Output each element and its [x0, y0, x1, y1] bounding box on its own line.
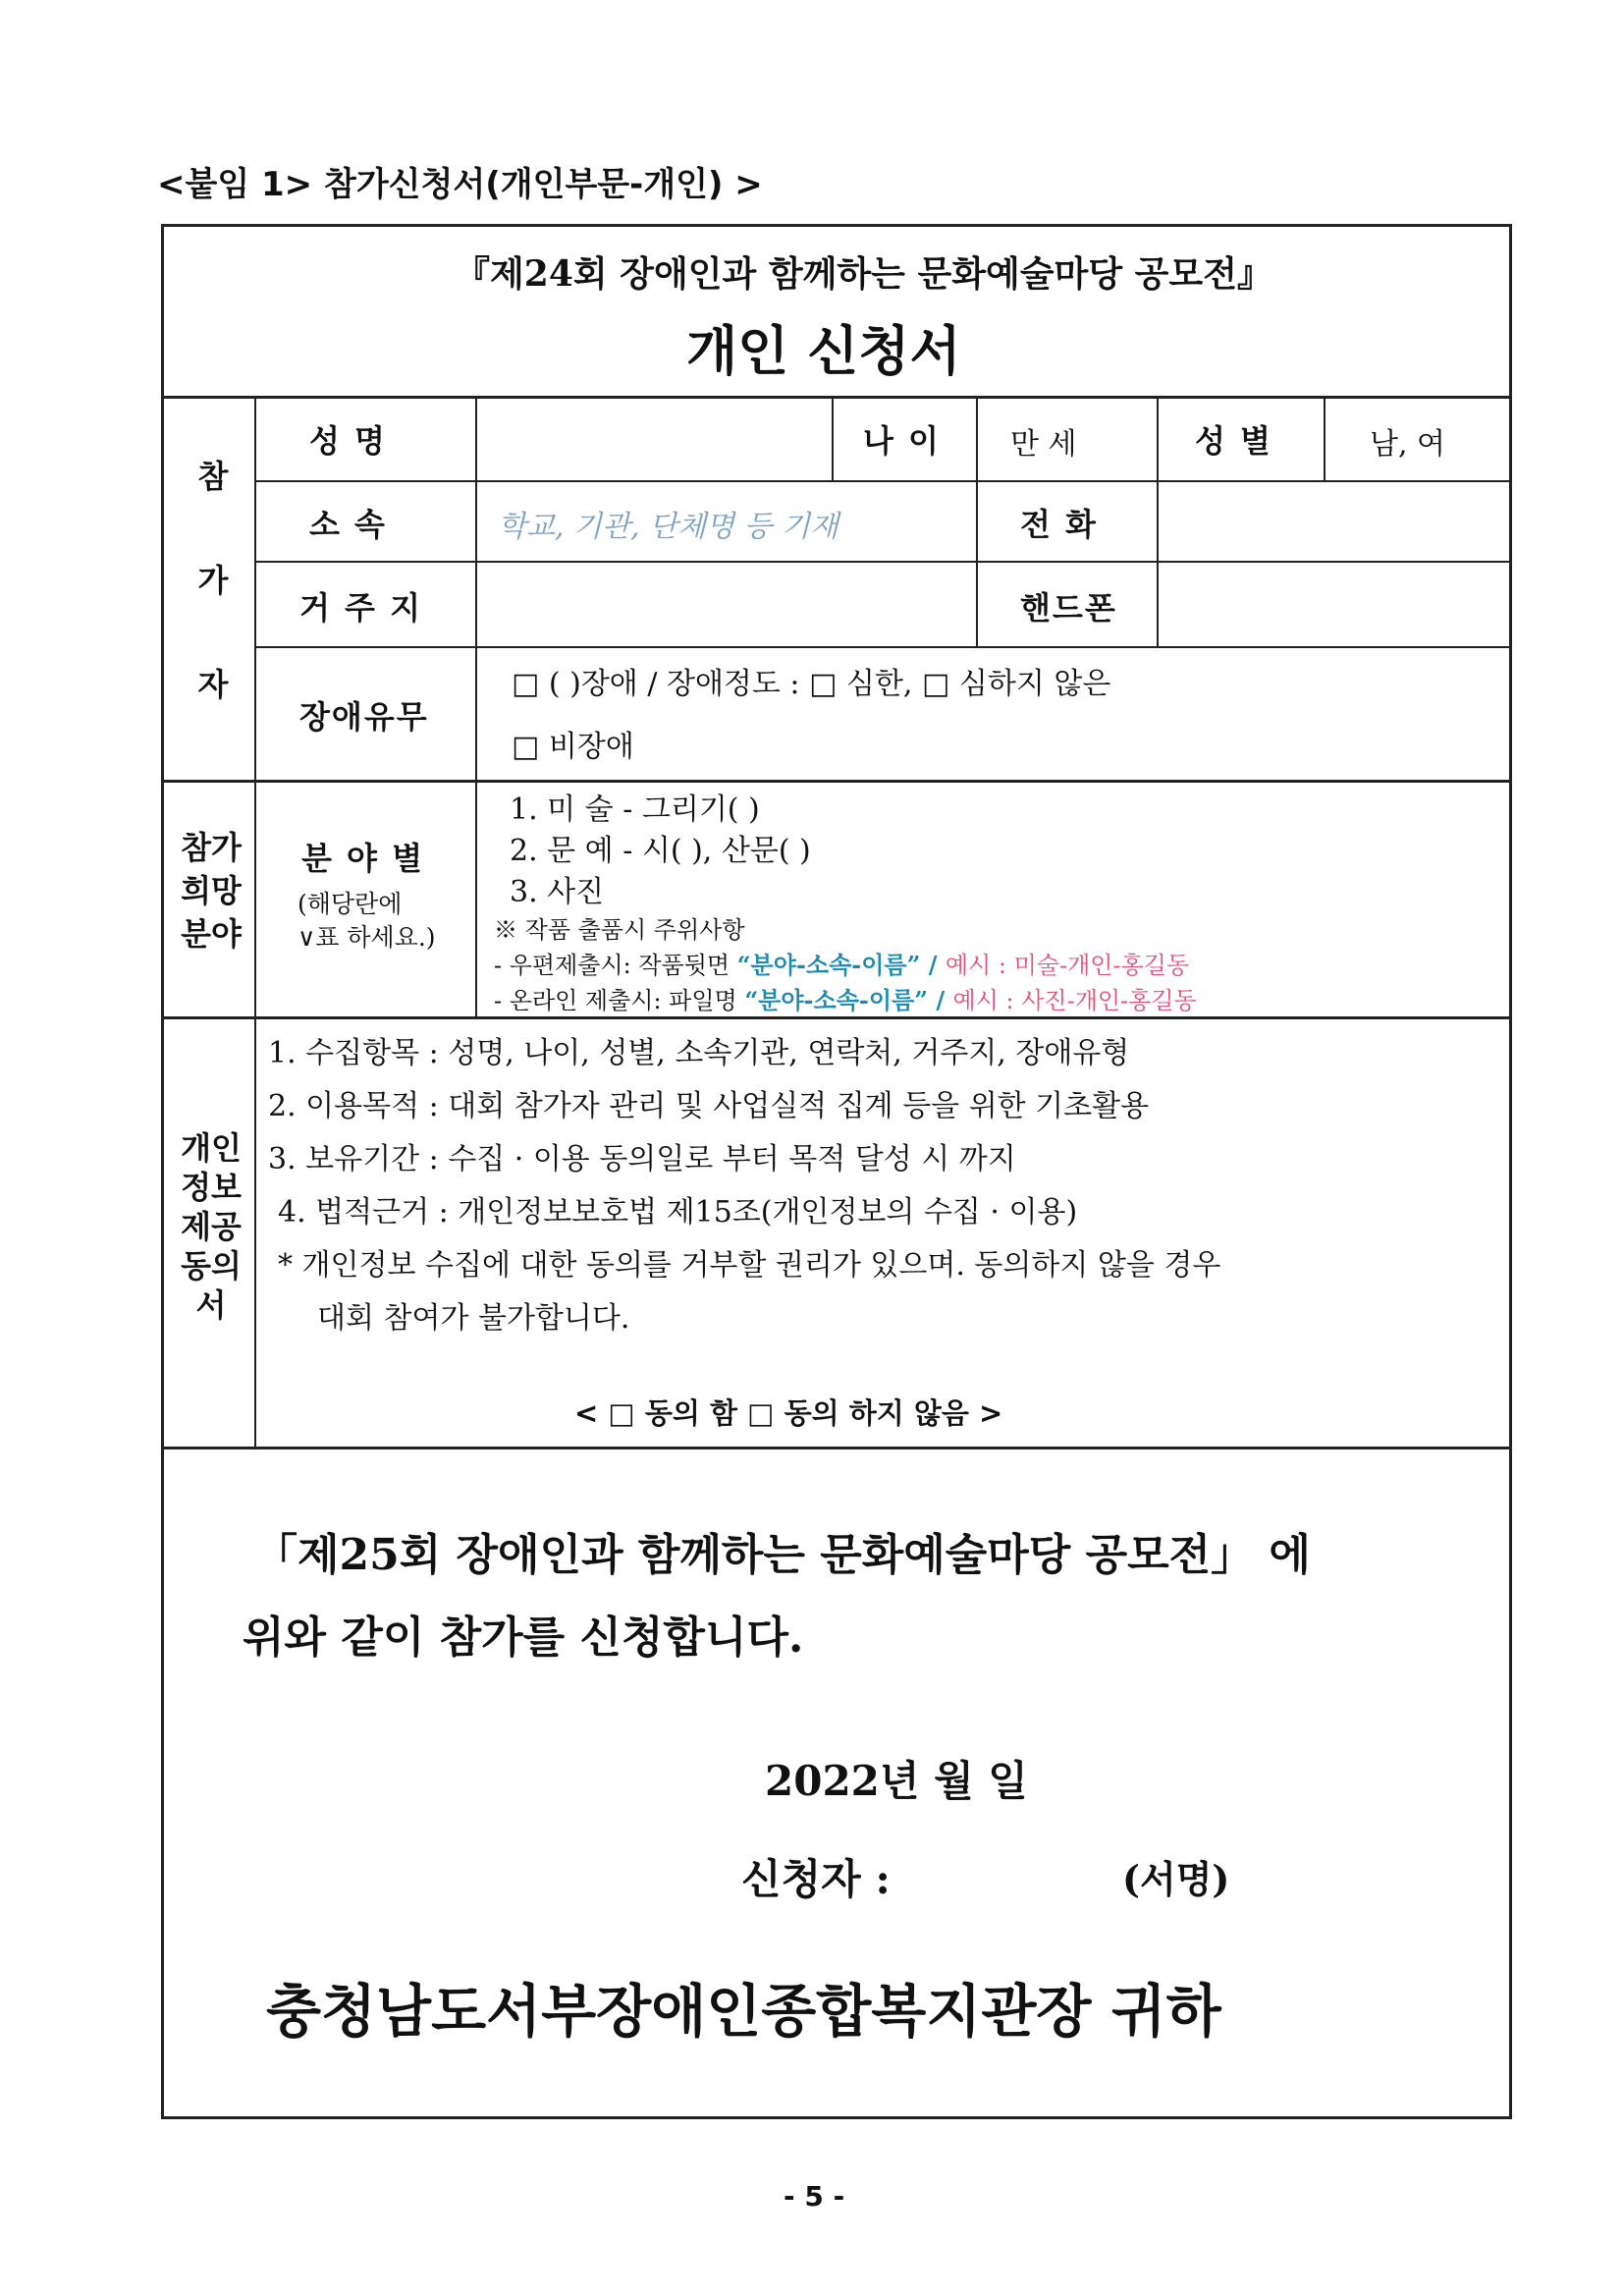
affiliation-placeholder[interactable]: 학교, 기관, 단체명 등 기재 — [498, 510, 839, 544]
applicant-label: 신청자 : — [741, 1855, 891, 1903]
mobile-label: 핸드폰 — [1020, 589, 1117, 627]
consent-line: 대회 참여가 불가합니다. — [317, 1301, 630, 1336]
field-option[interactable]: 2. 문 예 - 시( ), 산문( ) — [510, 834, 811, 868]
attachment-title: <붙임 1> 참가신청서(개인부문-개인) > — [157, 165, 763, 204]
disability-label: 장애유무 — [299, 698, 429, 736]
gender-value[interactable]: 남, 여 — [1370, 427, 1446, 462]
field-option[interactable]: 3. 사진 — [510, 875, 605, 909]
consent-line: 4. 법적근거 : 개인정보보호법 제15조(개인정보의 수집 · 이용) — [278, 1195, 1078, 1230]
address-label: 거 주 지 — [299, 589, 423, 627]
age-label: 나 이 — [863, 422, 941, 460]
contest-title: 『제24회 장애인과 함께하는 문화예술마당 공모전』 — [455, 253, 1272, 295]
pledge-line-1: 「제25회 장애인과 함께하는 문화예술마당 공모전」 에 — [254, 1530, 1311, 1580]
field-option[interactable]: 1. 미 술 - 그리기( ) — [510, 793, 760, 827]
pledge-line-2: 위와 같이 참가를 신청합니다. — [243, 1613, 804, 1663]
consent-line: 1. 수집항목 : 성명, 나이, 성별, 소속기관, 연락처, 거주지, 장애유형 — [268, 1036, 1130, 1070]
affiliation-label: 소 속 — [309, 506, 387, 543]
consent-line: * 개인정보 수집에 대한 동의를 거부할 권리가 있으며. 동의하지 않을 경우 — [278, 1248, 1221, 1283]
name-label: 성 명 — [309, 422, 387, 460]
signature-label[interactable]: (서명) — [1122, 1857, 1230, 1901]
notice-title: ※ 작품 출품시 주위사항 — [494, 916, 745, 944]
category-label: 분 야 별 — [301, 840, 425, 877]
consent-choice[interactable]: < □ 동의 함 □ 동의 하지 않음 > — [574, 1396, 1003, 1430]
category-hint-2: ∨표 하세요.) — [298, 923, 436, 952]
disability-line-2[interactable]: □ 비장애 — [512, 730, 634, 764]
category-hint-1: (해당란에 — [298, 890, 403, 918]
page-number: - 5 - — [784, 2180, 845, 2213]
field-section-label: 참가 희망 분야 — [181, 829, 242, 953]
gender-label: 성 별 — [1195, 422, 1272, 460]
form-title: 개인 신청서 — [686, 320, 961, 382]
addressee: 충청남도서부장애인종합복지관장 귀하 — [266, 1978, 1221, 2045]
phone-label: 전 화 — [1020, 506, 1098, 543]
consent-line: 2. 이용목적 : 대회 참가자 관리 및 사업실적 집계 등을 위한 기초활용 — [268, 1089, 1150, 1123]
application-form — [161, 224, 1512, 2119]
age-value[interactable]: 만 세 — [1010, 427, 1077, 462]
disability-line-1[interactable]: □ ( )장애 / 장애정도 : □ 심한, □ 심하지 않은 — [512, 667, 1111, 701]
consent-section-label: 개인 정보 제공 동의 서 — [181, 1129, 242, 1324]
participant-section-label: 참 가 자 — [197, 458, 229, 703]
notice-mail: - 우편제출시: 작품뒷면 “분야-소속-이름” / 예시 : 미술-개인-홍길동 — [494, 951, 1190, 979]
application-date[interactable]: 2022년 월 일 — [765, 1757, 1028, 1805]
notice-online: - 온라인 제출시: 파일명 “분야-소속-이름” / 예시 : 사진-개인-홍길동 — [494, 986, 1197, 1014]
consent-line: 3. 보유기간 : 수집 · 이용 동의일로 부터 목적 달성 시 까지 — [268, 1142, 1016, 1176]
